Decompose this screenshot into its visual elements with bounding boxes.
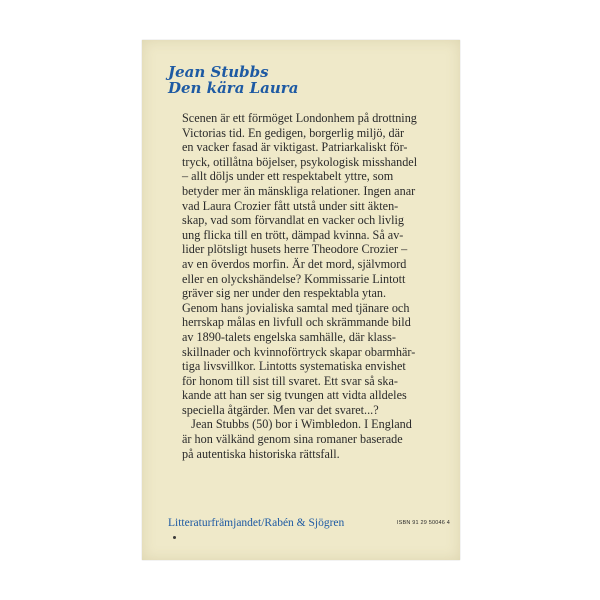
blurb-line: lider plötsligt husets herre Theodore Crozier –: [182, 242, 408, 257]
book-back-cover: [142, 40, 460, 560]
blurb-line: eller en olyckshändelse? Kommissarie Lintott: [182, 271, 406, 286]
blurb-line: är hon välkänd genom sina romaner baserade: [182, 432, 403, 447]
blurb-line: kande att han ser sig tvungen att vidta alldeles: [182, 388, 407, 403]
blurb-line: skillnader och kvinnoförtryck skapar obarmhär-: [182, 344, 416, 359]
blurb-line: betyder mer än mänskliga relationer. Ingen anar: [182, 183, 416, 198]
blurb-line: Victorias tid. En gedigen, borgerlig miljö, där: [182, 125, 405, 140]
blurb-line: en vacker fasad är viktigast. Patriarkaliskt för-: [182, 140, 408, 155]
blurb-line: – allt döljs under ett respektabelt yttre, som: [182, 169, 394, 184]
blurb-line: på autentiska historiska rättsfall.: [182, 446, 340, 461]
blurb-line: av 1890-talets engelska samhälle, där klass-: [182, 329, 396, 344]
blurb-line: gräver sig ner under den respektabla ytan.: [182, 286, 387, 301]
author-name: Jean Stubbs: [168, 63, 269, 81]
book-title: Den kära Laura: [168, 79, 299, 97]
blurb-line: tryck, otillåtna böjelser, psykologisk misshandel: [182, 154, 418, 169]
blurb-line: speciella åtgärder. Men var det svaret...?: [182, 402, 379, 417]
blurb-line: Jean Stubbs (50) bor i Wimbledon. I England: [182, 417, 412, 432]
blurb-line: vad Laura Crozier fått utstå under sitt äkten-: [182, 198, 399, 213]
dot-mark: [173, 536, 176, 539]
blurb-line: skap, vad som förvandlat en vacker och livlig: [182, 213, 405, 228]
blurb-line: Scenen är ett förmöget Londonhem på drottning: [182, 111, 417, 125]
blurb-line: ung flicka till en trött, dämpad kvinna. Så av-: [182, 227, 404, 242]
blurb-text: [182, 111, 450, 461]
publisher-name: Litteraturfrämjandet/Rabén & Sjögren: [168, 517, 345, 529]
blurb-line: tiga livsvillkor. Lintotts systematiska envishet: [182, 359, 406, 374]
isbn-number: ISBN 91 29 50046 4: [396, 520, 450, 526]
blurb-line: herrskap målas en livfull och skrämmande bild: [182, 315, 411, 330]
blurb-line: Genom hans jovialiska samtal med tjänare och: [182, 300, 410, 315]
blurb-line: för honom till sist till svaret. Ett svar så ska-: [182, 373, 398, 388]
blurb-line: av en överdos morfin. Är det mord, självmord: [182, 256, 407, 271]
